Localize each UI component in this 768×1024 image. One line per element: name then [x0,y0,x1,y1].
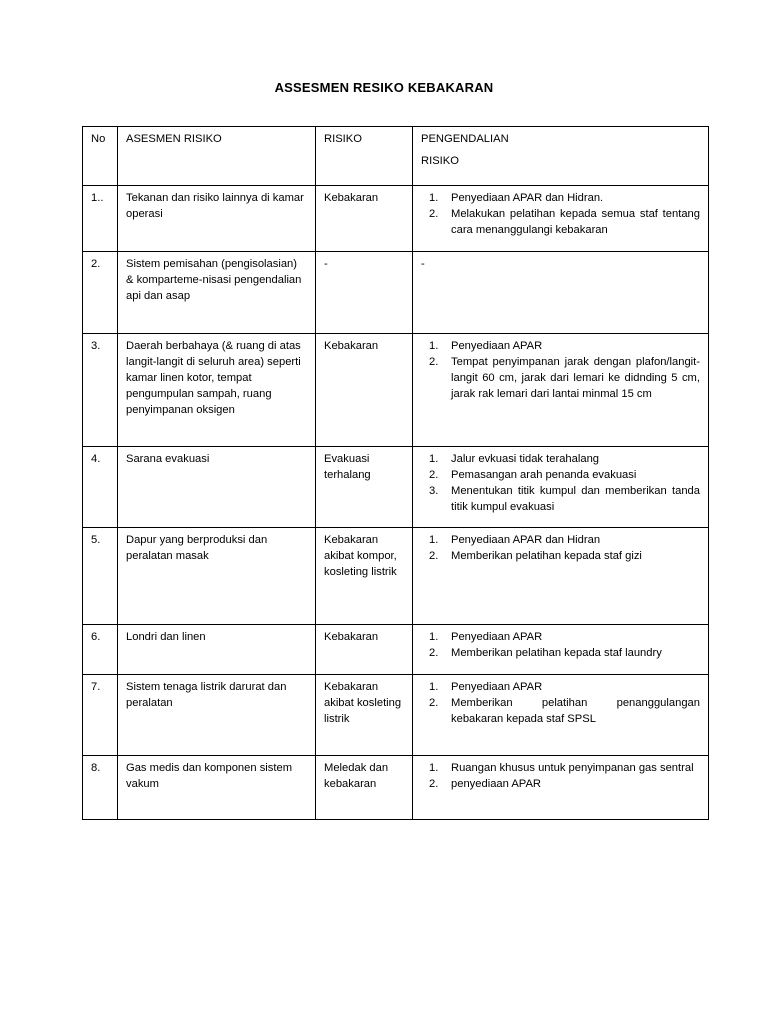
cell-risiko: Meledak dan kebakaran [316,756,413,820]
cell-pengendalian [413,625,709,675]
control-item: 1. Jalur evkuasi tidak terahalang [429,453,600,465]
header-pengendalian-line2: RISIKO [421,155,459,167]
cell-risiko: Kebakaran [316,186,413,252]
control-item: 3. Menentukan titik kumpul dan memberikan tanda titik kumpul evakuasi [429,485,700,513]
cell-asesmen: Daerah berbahaya (& ruang di atas langit-langit di seluruh area) seperti kamar linen kotor, tempat pengumpulan sampah, ruang penyimpanan oksigen [118,334,316,447]
control-item: 1. Penyediaan APAR [429,631,543,643]
cell-no: 8. [83,756,118,820]
control-item: 1. Penyediaan APAR dan Hidran [429,534,601,546]
cell-pengendalian [413,447,709,528]
header-asesmen: ASESMEN RISIKO [118,127,316,186]
table-row [83,186,709,252]
cell-risiko: Kebakaran akibat kompor, kosleting listrik [316,528,413,625]
cell-no: 1.. [83,186,118,252]
table-header-row [83,127,709,186]
control-list [421,629,700,661]
control-item: 2. Memberikan pelatihan penanggulangan kebakaran kepada staf SPSL [429,697,700,725]
control-list [421,338,700,402]
table-row [83,334,709,447]
cell-asesmen: Londri dan linen [118,625,316,675]
table-row [83,528,709,625]
cell-asesmen: Sistem pemisahan (pengisolasian) & komparteme-nisasi pengendalian api dan asap [118,252,316,334]
cell-risiko: Evakuasi terhalang [316,447,413,528]
cell-asesmen: Dapur yang berproduksi dan peralatan masak [118,528,316,625]
cell-pengendalian [413,528,709,625]
header-pengendalian [413,127,709,186]
cell-asesmen: Gas medis dan komponen sistem vakum [118,756,316,820]
cell-pengendalian [413,334,709,447]
cell-risiko: Kebakaran [316,625,413,675]
table-row [83,675,709,756]
table-row [83,756,709,820]
cell-pengendalian: - [413,252,709,334]
cell-no: 3. [83,334,118,447]
header-no: No [83,127,118,186]
control-list [421,679,700,727]
cell-risiko: Kebakaran akibat kosleting listrik [316,675,413,756]
cell-asesmen: Sarana evakuasi [118,447,316,528]
risk-assessment-table [82,126,709,820]
cell-no: 4. [83,447,118,528]
table-row [83,447,709,528]
control-item: 2. Memberikan pelatihan kepada staf laundry [429,647,662,659]
cell-asesmen: Tekanan dan risiko lainnya di kamar operasi [118,186,316,252]
control-item: 1. Penyediaan APAR dan Hidran. [429,192,604,204]
control-item: 2. Memberikan pelatihan kepada staf gizi [429,550,642,562]
control-item: 1. Ruangan khusus untuk penyimpanan gas sentral [429,762,694,774]
cell-pengendalian [413,186,709,252]
header-pengendalian-line1: PENGENDALIAN [421,133,509,145]
control-item: 2. Melakukan pelatihan kepada semua staf tentang cara menanggulangi kebakaran [429,208,700,236]
table-row [83,252,709,334]
control-list [421,760,700,792]
control-list [421,190,700,238]
cell-pengendalian [413,756,709,820]
control-item: 2. Tempat penyimpanan jarak dengan plafon/langit-langit 60 cm, jarak dari lemari ke didnding 5 cm, jarak rak lemari dari lantai minmal 15 cm [429,356,700,400]
table-row [83,625,709,675]
control-item: 2. penyediaan APAR [429,778,541,790]
control-list [421,532,700,564]
control-list [421,451,700,515]
control-item: 1. Penyediaan APAR [429,681,543,693]
cell-pengendalian [413,675,709,756]
control-item: 2. Pemasangan arah penanda evakuasi [429,469,637,481]
cell-no: 2. [83,252,118,334]
cell-no: 6. [83,625,118,675]
cell-no: 5. [83,528,118,625]
control-item: 1. Penyediaan APAR [429,340,543,352]
cell-risiko: - [316,252,413,334]
page-title: ASSESMEN RESIKO KEBAKARAN [274,80,494,95]
header-risiko: RISIKO [316,127,413,186]
cell-asesmen: Sistem tenaga listrik darurat dan peralatan [118,675,316,756]
cell-risiko: Kebakaran [316,334,413,447]
cell-no: 7. [83,675,118,756]
